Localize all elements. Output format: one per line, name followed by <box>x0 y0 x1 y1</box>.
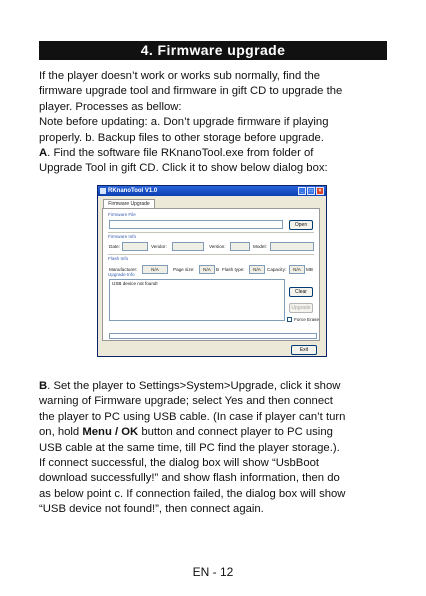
upgrade-progress-bar <box>109 333 317 339</box>
step-b-line: “USB device not found!”, then connect again. <box>39 503 264 516</box>
firmware-info-label: Firmware Info <box>108 234 137 239</box>
intro-line: firmware upgrade tool and firmware in gift CD to upgrade the <box>39 85 343 98</box>
intro-paragraph <box>39 69 387 177</box>
menu-ok-keys: Menu / OK <box>82 426 139 439</box>
flash-info-label: Flash Info <box>108 256 129 261</box>
page-size-label: Page size: <box>173 267 195 272</box>
step-b-line: warning of Firmware upgrade; select Yes and then connect <box>39 395 333 408</box>
capacity-value: N/A <box>289 265 305 274</box>
vendor-field <box>172 242 204 251</box>
open-button[interactable]: Open <box>289 220 313 230</box>
step-b-line: USB cable at the same time, till PC find the player storage.). <box>39 441 340 454</box>
upgrade-info-label: Upgrade Info <box>108 272 135 277</box>
step-a-marker: A <box>39 147 48 160</box>
capacity-unit: MB <box>306 267 313 272</box>
date-field <box>122 242 148 251</box>
firmware-file-label: Firmware File <box>108 212 136 217</box>
page-number: EN - 12 <box>192 565 234 579</box>
section-title: 4. Firmware upgrade <box>39 41 387 60</box>
step-b-line: the player to PC using USB cable. (In case if player can’t turn <box>39 410 346 423</box>
version-label: Version: <box>209 244 226 249</box>
flash-type-value: N/A <box>249 265 265 274</box>
step-b-marker: B <box>39 380 48 392</box>
flash-type-label: Flash type: <box>222 267 245 272</box>
manufacturer-value: N/A <box>142 265 168 274</box>
force-erase-checkbox[interactable] <box>287 317 292 322</box>
step-b-line: on, hold <box>39 426 83 439</box>
model-field <box>270 242 314 251</box>
force-erase-label: Force Erase <box>294 317 320 322</box>
log-line: USB device not found! <box>112 281 158 286</box>
divider <box>108 232 314 233</box>
dialog-titlebar <box>98 186 326 196</box>
vendor-label: Vendor: <box>151 244 167 249</box>
step-b-line: as below point c. If connection failed, the dialog box will show <box>39 487 346 500</box>
intro-line: Note before updating: a. Don’t upgrade firmware if playing <box>39 116 329 129</box>
step-b-line: button and connect player to PC using <box>138 426 333 439</box>
dialog-title: RKnanoTool V1.0 <box>108 188 158 194</box>
intro-line: properly. b. Backup files to other storage before upgrade. <box>39 131 324 144</box>
page-size-unit: B <box>216 267 220 272</box>
divider <box>108 254 314 255</box>
step-b-line: . Set the player to Settings>System>Upgrade, click it show <box>47 380 341 392</box>
page-size-value: N/A <box>199 265 215 274</box>
upgrade-button[interactable]: Upgrade <box>289 303 313 313</box>
exit-button[interactable]: Exit <box>291 345 317 355</box>
step-b-paragraph <box>39 379 387 518</box>
minimize-button[interactable]: _ <box>298 187 306 195</box>
capacity-label: Capacity: <box>267 267 287 272</box>
manufacturer-label: Manufacturer: <box>109 267 138 272</box>
rknanotool-dialog <box>97 185 327 357</box>
step-b-line: If connect successful, the dialog box will show “UsbBoot <box>39 457 320 470</box>
step-a-line: Upgrade Tool in gift CD. Click it to show below dialog box: <box>39 162 328 175</box>
firmware-file-input[interactable] <box>109 220 283 229</box>
intro-line: player. Processes as bellow: <box>39 100 182 113</box>
close-button[interactable]: × <box>316 187 324 195</box>
version-field <box>230 242 250 251</box>
step-a-line: . Find the software file RKnanoTool.exe from folder of <box>47 147 314 160</box>
step-b-line: download successfully!” and show flash information, then do <box>39 472 340 485</box>
window-controls <box>298 187 324 195</box>
upgrade-log[interactable] <box>109 279 285 321</box>
maximize-button[interactable]: □ <box>307 187 315 195</box>
app-icon <box>100 188 106 194</box>
date-label: Date: <box>109 244 120 249</box>
clear-button[interactable]: Clear <box>289 287 313 297</box>
model-label: Model: <box>253 244 267 249</box>
intro-line: If the player doesn’t work or works sub normally, find the <box>39 70 321 82</box>
tab-firmware-upgrade[interactable]: Firmware Upgrade <box>103 199 155 209</box>
firmware-upgrade-panel <box>102 208 320 341</box>
